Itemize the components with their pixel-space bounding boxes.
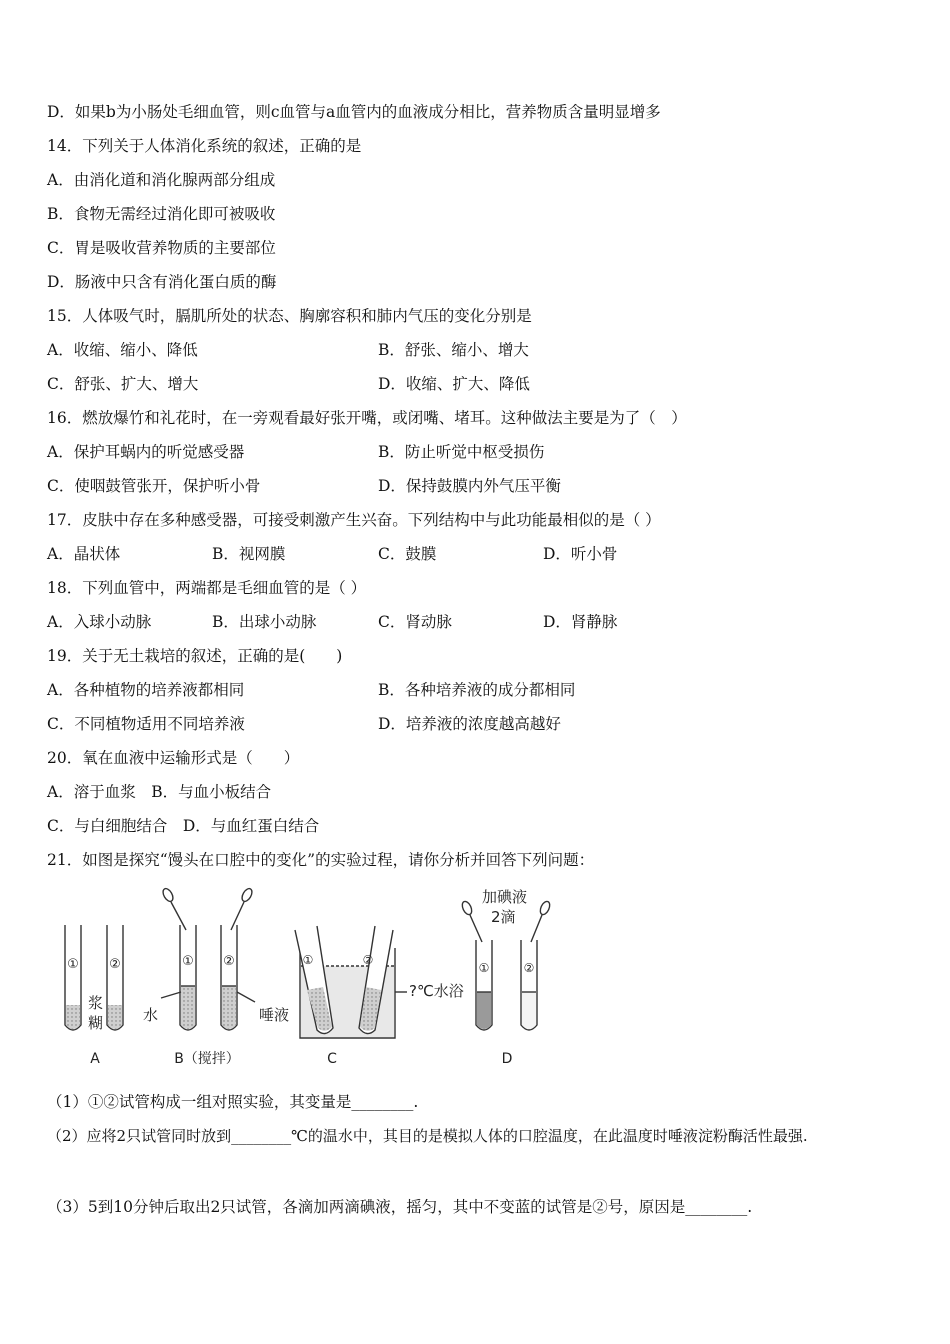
label-c: C <box>327 1051 337 1067</box>
q17-option-c: C．鼓膜 <box>378 545 437 563</box>
q16-option-d: D．保持鼓膜内外气压平衡 <box>378 477 561 495</box>
tube-2-label-a: ② <box>109 957 121 972</box>
tube-2-label-b: ② <box>223 954 235 969</box>
q20-stem: 20．氧在血液中运输形式是（ ） <box>47 749 300 767</box>
paste-label-1: 浆 <box>88 994 104 1012</box>
q19-option-d: D．培养液的浓度越高越好 <box>378 715 561 733</box>
q13-option-d: D．如果b为小肠处毛细血管，则c血管与a血管内的血液成分相比，营养物质含量明显增多 <box>47 103 661 121</box>
q18-option-a: A．入球小动脉 <box>47 613 152 631</box>
q19-option-c: C．不同植物适用不同培养液 <box>47 715 245 733</box>
q21-sub-1: （1）①②试管构成一组对照实验，其变量是________. <box>47 1093 419 1111</box>
q16-option-b: B．防止听觉中枢受损伤 <box>378 443 545 461</box>
q14-option-a: A．由消化道和消化腺两部分组成 <box>47 171 276 189</box>
q21-stem: 21．如图是探究“馒头在口腔中的变化”的实验过程，请你分析并回答下列问题： <box>47 851 595 869</box>
saliva-label: 唾液 <box>259 1006 290 1024</box>
q17-stem: 17．皮肤中存在多种感受器，可接受刺激产生兴奋。下列结构中与此功能最相似的是（ ） <box>47 511 661 529</box>
q16-option-c: C．使咽鼓管张开，保护听小骨 <box>47 477 261 495</box>
tube-1-label-b: ① <box>182 954 194 969</box>
setup-c <box>295 926 464 1067</box>
experiment-figure <box>55 880 535 1070</box>
setup-a <box>65 925 123 1067</box>
paste-label-2: 糊 <box>88 1014 104 1032</box>
water-label: 水 <box>143 1006 159 1024</box>
q18-option-b: B．出球小动脉 <box>212 613 317 631</box>
iodine-label: 加碘液 <box>482 888 528 906</box>
label-a: A <box>90 1051 100 1067</box>
q16-stem: 16．燃放爆竹和礼花时，在一旁观看最好张开嘴，或闭嘴、堵耳。这种做法主要是为了（ ） <box>47 409 687 427</box>
tube-1-label-d: ① <box>478 961 490 975</box>
label-b: B（搅拌） <box>174 1051 240 1067</box>
q15-option-a: A．收缩、缩小、降低 <box>47 341 198 359</box>
q20-options-cd: C．与白细胞结合 D．与血红蛋白结合 <box>47 817 320 835</box>
q21-sub-3: （3）5到10分钟后取出2只试管，各滴加两滴碘液，摇匀，其中不变蓝的试管是②号，原因是________. <box>47 1198 753 1216</box>
tube-1-label-c: ① <box>302 953 314 967</box>
water-bath-label: ?℃水浴 <box>409 982 464 1000</box>
q16-option-a: A．保护耳蜗内的听觉感受器 <box>47 443 245 461</box>
q14-option-c: C．胃是吸收营养物质的主要部位 <box>47 239 276 257</box>
q15-stem: 15．人体吸气时，膈肌所处的状态、胸廓容积和肺内气压的变化分别是 <box>47 307 532 325</box>
q14-option-b: B．食物无需经过消化即可被吸收 <box>47 205 276 223</box>
label-d: D <box>501 1051 513 1067</box>
q20-options-ab: A．溶于血浆 B．与血小板结合 <box>47 783 272 801</box>
q17-option-d: D．听小骨 <box>543 545 618 563</box>
q21-sub-2: （2）应将2只试管同时放到________℃的温水中，其目的是模拟人体的口腔温度，在此温度时唾液淀粉酶活性最强. <box>47 1127 808 1145</box>
q15-option-c: C．舒张、扩大、增大 <box>47 375 199 393</box>
tube-1-label-a: ① <box>67 957 79 972</box>
q19-stem: 19．关于无土栽培的叙述，正确的是( ) <box>47 647 343 665</box>
q18-stem: 18．下列血管中，两端都是毛细血管的是（ ） <box>47 579 367 597</box>
setup-b <box>143 887 289 1067</box>
setup-d <box>460 888 551 1067</box>
iodine-drops-label: 2滴 <box>491 908 516 926</box>
q17-option-a: A．晶状体 <box>47 545 121 563</box>
q15-option-b: B．舒张、缩小、增大 <box>378 341 529 359</box>
q18-option-c: C．肾动脉 <box>378 613 452 631</box>
q14-stem: 14．下列关于人体消化系统的叙述，正确的是 <box>47 137 362 155</box>
tube-2-label-c: ② <box>362 953 374 967</box>
q14-option-d: D．肠液中只含有消化蛋白质的酶 <box>47 273 277 291</box>
q18-option-d: D．肾静脉 <box>543 613 618 631</box>
q17-option-b: B．视网膜 <box>212 545 286 563</box>
q15-option-d: D．收缩、扩大、降低 <box>378 375 530 393</box>
q19-option-a: A．各种植物的培养液都相同 <box>47 681 245 699</box>
tube-2-label-d: ② <box>523 961 535 975</box>
q19-option-b: B．各种培养液的成分都相同 <box>378 681 576 699</box>
